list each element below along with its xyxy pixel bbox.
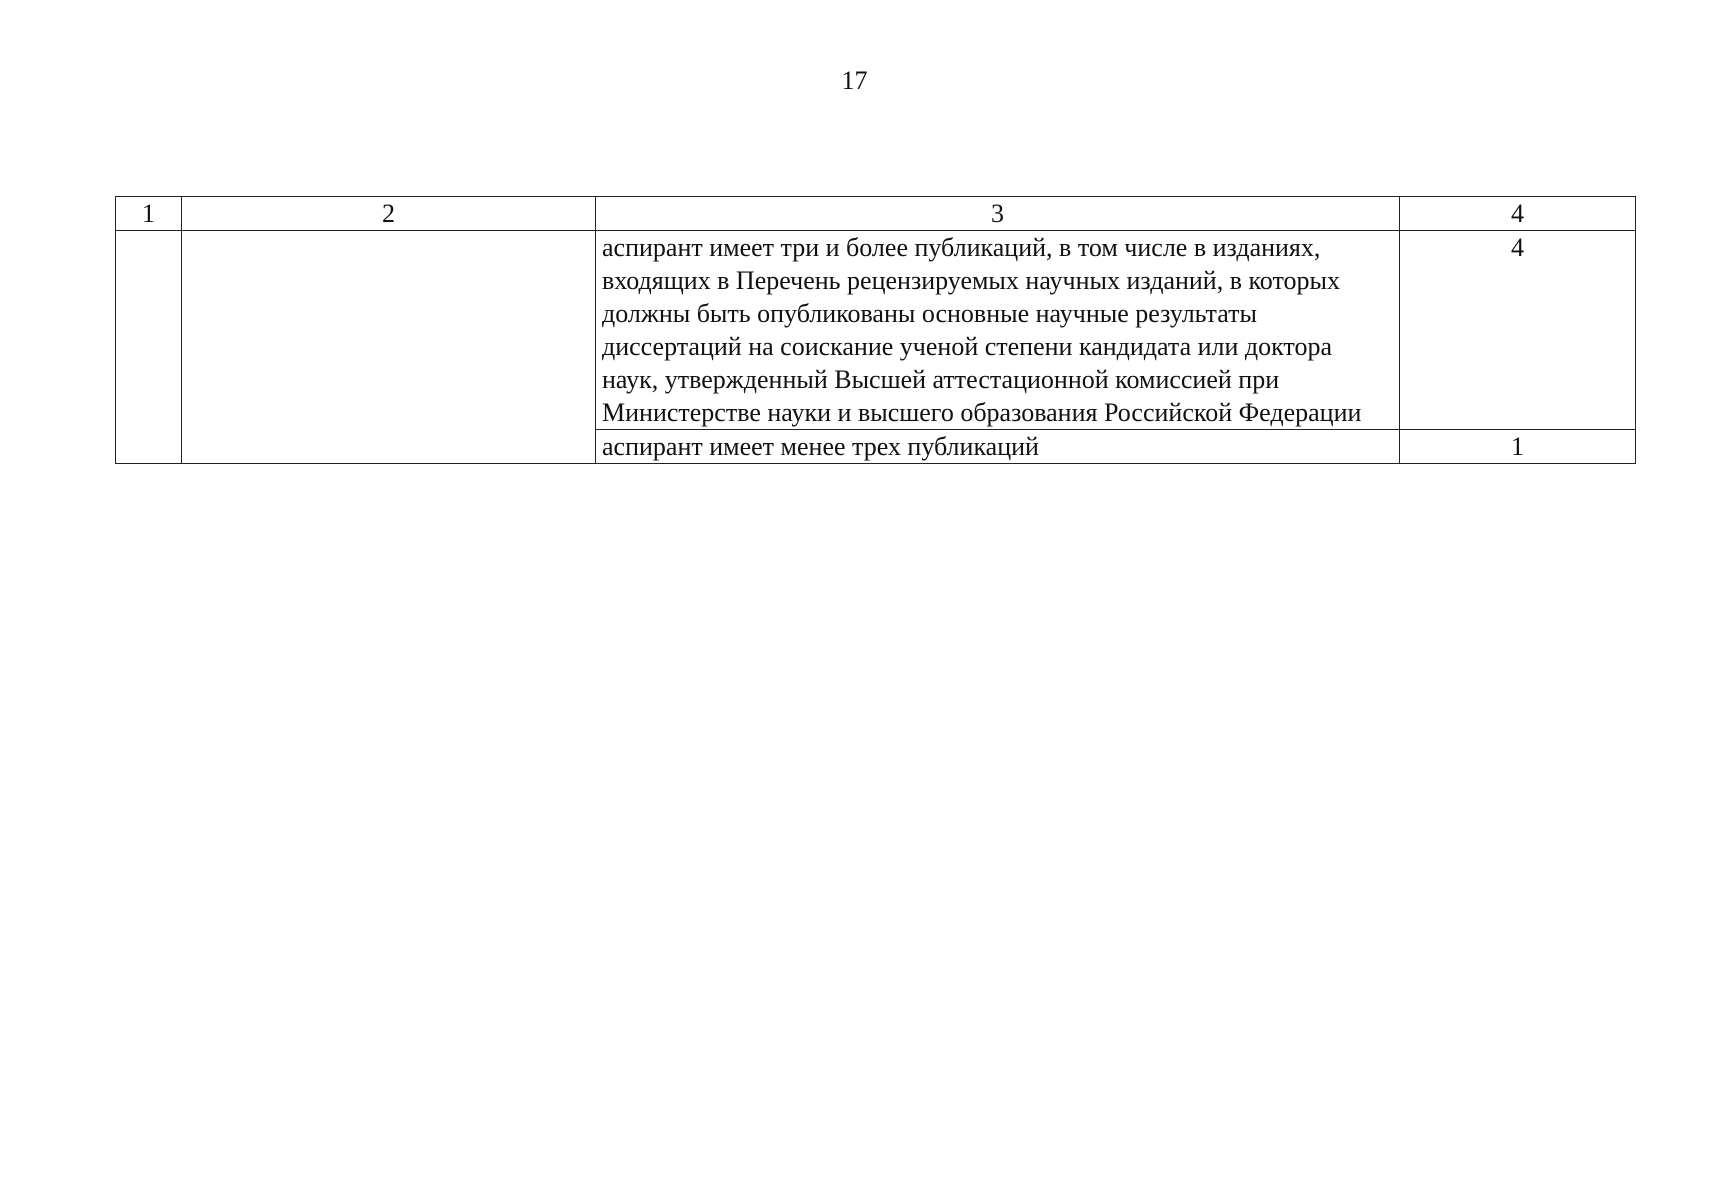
criterion-cell: аспирант имеет менее трех публикаций xyxy=(596,430,1400,464)
criteria-table xyxy=(115,196,1636,464)
header-cell-1: 1 xyxy=(116,197,182,231)
header-cell-3: 3 xyxy=(596,197,1400,231)
table-header-row xyxy=(116,197,1636,231)
header-cell-2: 2 xyxy=(182,197,596,231)
cell-col1-empty xyxy=(116,231,182,464)
criterion-cell: аспирант имеет три и более публикаций, в том числе в изданиях, входящих в Перечень рецензируемых научных изданий, в которых должны быть опубликованы основные научные результаты диссертаций на соискание ученой степени кандидата или доктора наук, утвержденный Высшей аттестационной комиссией при Министерстве науки и высшего образования Российской Федерации xyxy=(596,231,1400,430)
header-cell-4: 4 xyxy=(1400,197,1636,231)
table-row xyxy=(116,231,1636,430)
score-cell: 4 xyxy=(1400,231,1636,430)
score-cell: 1 xyxy=(1400,430,1636,464)
cell-col2-empty xyxy=(182,231,596,464)
page-number: 17 xyxy=(841,66,868,95)
